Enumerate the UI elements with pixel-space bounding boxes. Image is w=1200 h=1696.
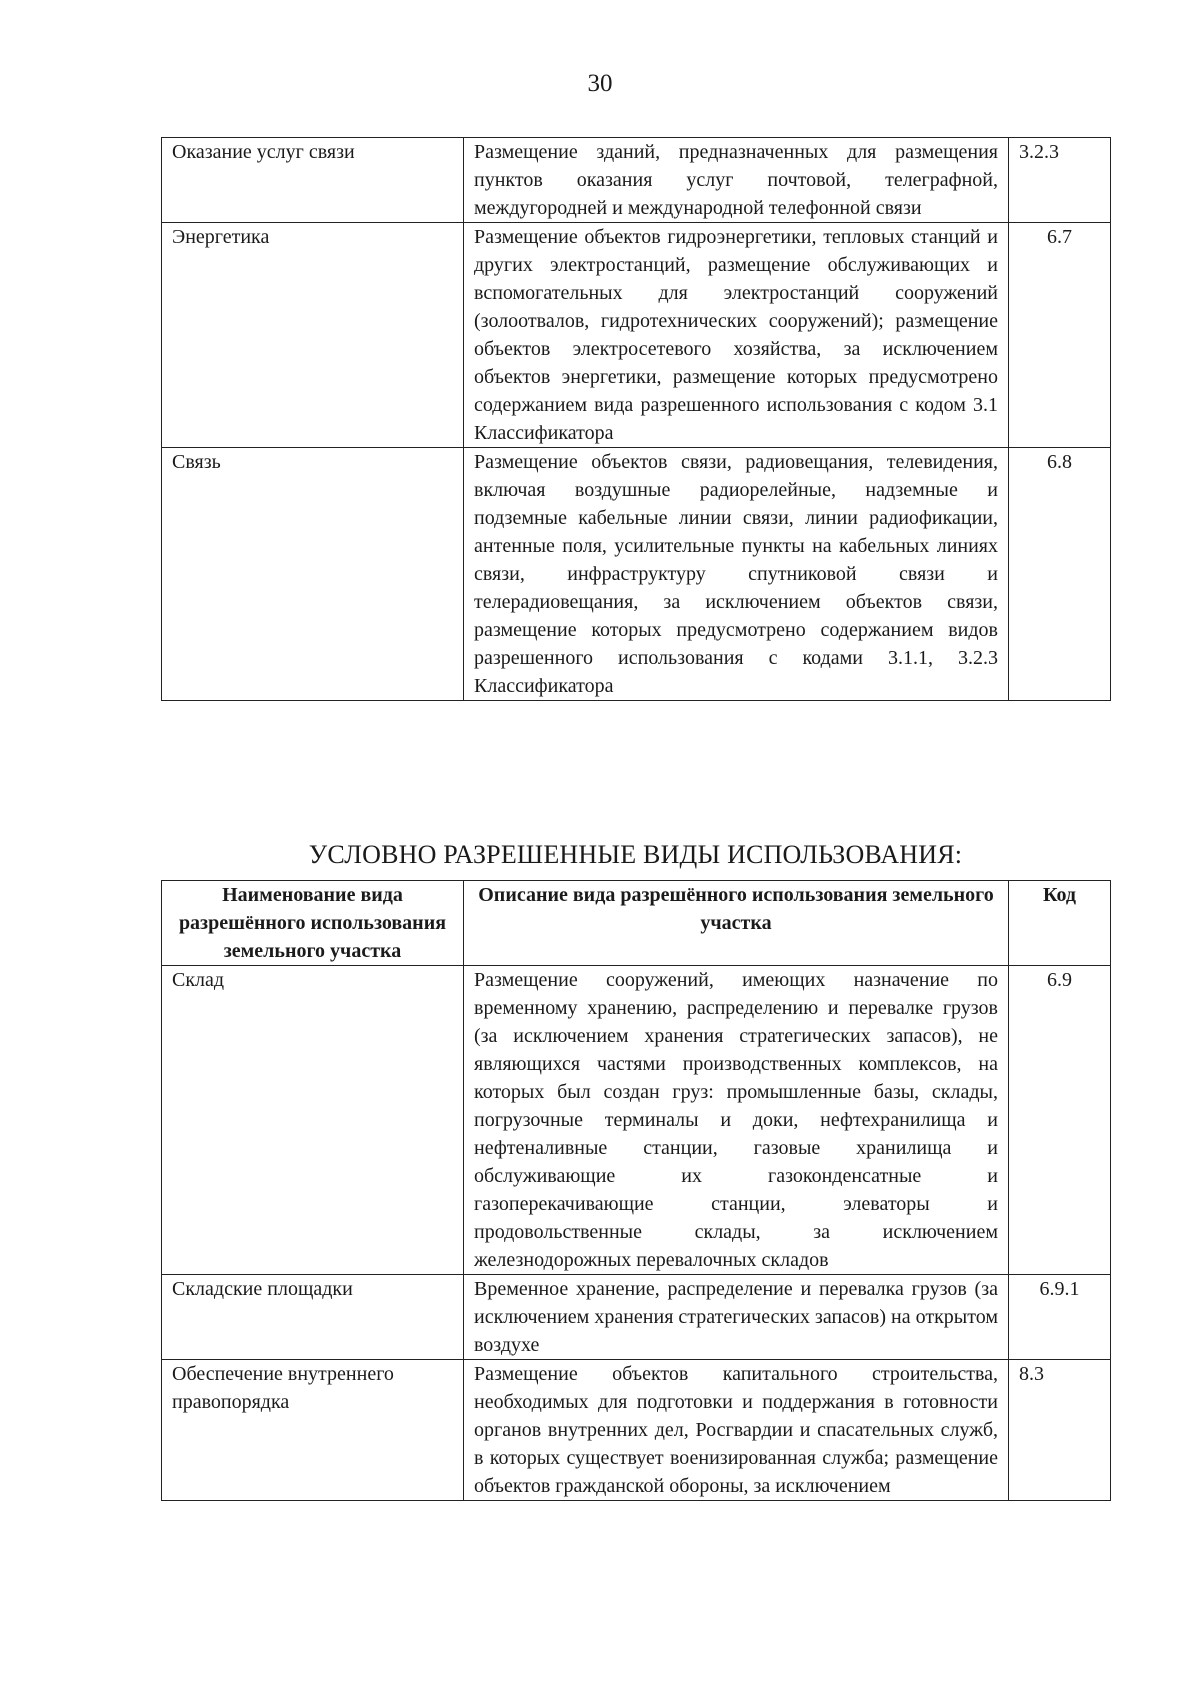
header-use-code: Код <box>1009 881 1111 966</box>
use-code-cell: 6.7 <box>1009 223 1111 448</box>
use-name-cell: Оказание услуг связи <box>162 138 464 223</box>
use-code-cell: 6.8 <box>1009 448 1111 701</box>
use-code-cell: 3.2.3 <box>1009 138 1111 223</box>
use-description-cell: Размещение объектов капитального строительства, необходимых для подготовки и поддержания в готовности органов внутренних дел, Росгвардии и спасательных служб, в которых существует военизированная служба; размещение объектов гражданской обороны, за исключением <box>464 1360 1009 1501</box>
use-code-cell: 6.9 <box>1009 966 1111 1275</box>
table-header-row <box>162 881 1111 966</box>
conditionally-permitted-uses-table <box>161 880 1111 1501</box>
table-row <box>162 966 1111 1275</box>
table-row <box>162 138 1111 223</box>
table-row <box>162 448 1111 701</box>
use-description-cell: Размещение объектов связи, радиовещания, телевидения, включая воздушные радиорелейные, надземные и подземные кабельные линии связи, линии радиофикации, антенные поля, усилительные пункты на кабельных линиях связи, инфраструктуру спутниковой связи и телерадиовещания, за исключением объектов связи, размещение которых предусмотрено содержанием видов разрешенного использования с кодами 3.1.1, 3.2.3 Классификатора <box>464 448 1009 701</box>
permitted-uses-table-continued <box>161 137 1111 701</box>
use-code-cell: 8.3 <box>1009 1360 1111 1501</box>
section-heading: УСЛОВНО РАЗРЕШЕННЫЕ ВИДЫ ИСПОЛЬЗОВАНИЯ: <box>308 840 963 869</box>
use-description-cell: Размещение объектов гидроэнергетики, тепловых станций и других электростанций, размещение обслуживающих и вспомогательных для электростанций сооружений (золоотвалов, гидротехнических сооружений); размещение объектов электросетевого хозяйства, за исключением объектов энергетики, размещение которых предусмотрено содержанием вида разрешенного использования с кодом 3.1 Классификатора <box>464 223 1009 448</box>
table-row <box>162 223 1111 448</box>
use-name-cell: Склад <box>162 966 464 1275</box>
use-name-cell: Связь <box>162 448 464 701</box>
use-name-cell: Складские площадки <box>162 1275 464 1360</box>
page-number: 30 <box>587 70 613 97</box>
use-description-cell: Временное хранение, распределение и перевалка грузов (за исключением хранения стратегических запасов) на открытом воздухе <box>464 1275 1009 1360</box>
use-name-cell: Энергетика <box>162 223 464 448</box>
header-use-name: Наименование вида разрешённого использования земельного участка <box>162 881 464 966</box>
use-description-cell: Размещение зданий, предназначенных для размещения пунктов оказания услуг почтовой, телеграфной, междугородней и международной телефонной связи <box>464 138 1009 223</box>
table-row <box>162 1275 1111 1360</box>
use-name-cell: Обеспечение внутреннего правопорядка <box>162 1360 464 1501</box>
use-code-cell: 6.9.1 <box>1009 1275 1111 1360</box>
use-description-cell: Размещение сооружений, имеющих назначение по временному хранению, распределению и перевалке грузов (за исключением хранения стратегических запасов), не являющихся частями производственных комплексов, на которых был создан груз: промышленные базы, склады, погрузочные терминалы и доки, нефтехранилища и нефтеналивные станции, газовые хранилища и обслуживающие их газоконденсатные и газоперекачивающие станции, элеваторы и продовольственные склады, за исключением железнодорожных перевалочных складов <box>464 966 1009 1275</box>
header-use-description: Описание вида разрешённого использования земельного участка <box>464 881 1009 966</box>
table-row <box>162 1360 1111 1501</box>
